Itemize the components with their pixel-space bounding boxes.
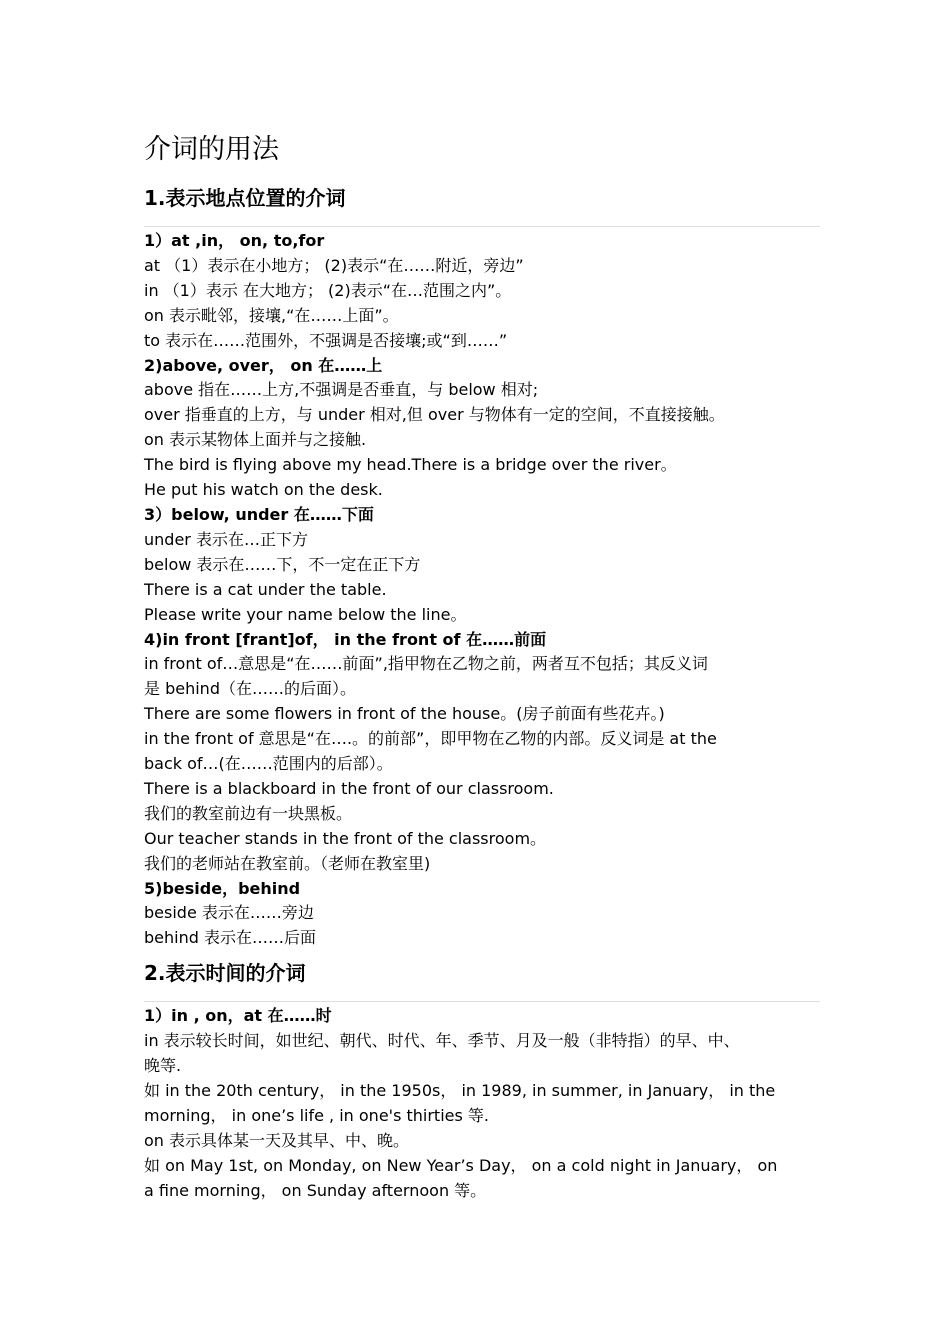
text-line: in front of…意思是“在……前面”,指甲物在乙物之前，两者互不包括；其反义词 — [144, 654, 708, 674]
text-line: in the front of 意思是“在….。的前部”，即甲物在乙物的内部。反义词是 at the — [144, 729, 717, 749]
text-line: There are some flowers in front of the house。(房子前面有些花卉。) — [144, 704, 665, 724]
section-time-prepositions — [144, 959, 820, 1203]
text-line: in （1）表示 在大地方； (2)表示“在…范围之内”。 — [144, 280, 512, 300]
text-line: on 表示某物体上面并与之接触. — [144, 430, 367, 450]
text-line: 如 in the 20th century， in the 1950s， in 1989, in summer, in January， in the — [144, 1081, 776, 1100]
text-line: beside 表示在……旁边 — [144, 903, 314, 923]
text-line: under 表示在…正下方 — [144, 529, 308, 549]
text-line: morning， in one’s life , in one's thirties 等. — [144, 1105, 489, 1125]
document-body — [144, 128, 820, 1204]
text-line: The bird is flying above my head.There is a bridge over the river。 — [144, 455, 677, 475]
section-heading: 1.表示地点位置的介词 — [144, 186, 346, 210]
text-line: 如 on May 1st, on Monday, on New Year’s Day， on a cold night in January， on — [144, 1155, 778, 1175]
text-line: over 指垂直的上方，与 under 相对,但 over 与物体有一定的空间，不直接接触。 — [144, 405, 725, 425]
text-line: on 表示具体某一天及其早、中、晚。 — [144, 1130, 410, 1150]
text-line: Please write your name below the line。 — [144, 604, 467, 624]
section-location-prepositions — [144, 184, 820, 951]
text-line: He put his watch on the desk. — [144, 480, 383, 500]
subheading-line: 1）at ,in， on, to,for — [144, 231, 325, 250]
text-line: 我们的教室前边有一块黑板。 — [144, 803, 353, 823]
subheading-line: 1）in , on，at 在……时 — [144, 1006, 332, 1026]
section-divider — [144, 1001, 820, 1002]
text-line: 我们的老师站在教室前。（老师在教室里) — [144, 853, 431, 873]
text-line: above 指在……上方,不强调是否垂直，与 below 相对; — [144, 380, 539, 400]
text-line: at （1）表示在小地方； (2)表示“在……附近，旁边” — [144, 255, 524, 275]
text-line: 晚等. — [144, 1056, 182, 1076]
subheading-line: 3）below, under 在……下面 — [144, 504, 374, 524]
section-body — [144, 229, 820, 951]
text-line: Our teacher stands in the front of the classroom。 — [144, 828, 547, 848]
section-heading: 2.表示时间的介词 — [144, 961, 306, 986]
text-line: to 表示在……范围外，不强调是否接壤;或“到……” — [144, 330, 508, 350]
subheading-line: 2)above, over， on 在……上 — [144, 355, 383, 375]
text-line: back of…(在……范围内的后部）。 — [144, 754, 393, 774]
page-title: 介词的用法 — [144, 134, 279, 165]
text-line: 是 behind（在……的后面）。 — [144, 679, 356, 699]
text-line: There is a cat under the table. — [144, 579, 387, 599]
subheading-line: 4)in front [frant]of， in the front of 在……前面 — [144, 629, 547, 649]
text-line: on 表示毗邻，接壤,“在……上面”。 — [144, 305, 399, 325]
section-body — [144, 1004, 820, 1203]
text-line: a fine morning， on Sunday afternoon 等。 — [144, 1180, 487, 1200]
text-line: below 表示在……下，不一定在正下方 — [144, 554, 421, 574]
text-line: in 表示较长时间，如世纪、朝代、时代、年、季节、月及一般（非特指）的早、中、 — [144, 1031, 740, 1051]
section-divider — [144, 226, 820, 227]
subheading-line: 5)beside，behind — [144, 878, 301, 898]
text-line: behind 表示在……后面 — [144, 928, 316, 948]
text-line: There is a blackboard in the front of our classroom. — [144, 778, 554, 798]
